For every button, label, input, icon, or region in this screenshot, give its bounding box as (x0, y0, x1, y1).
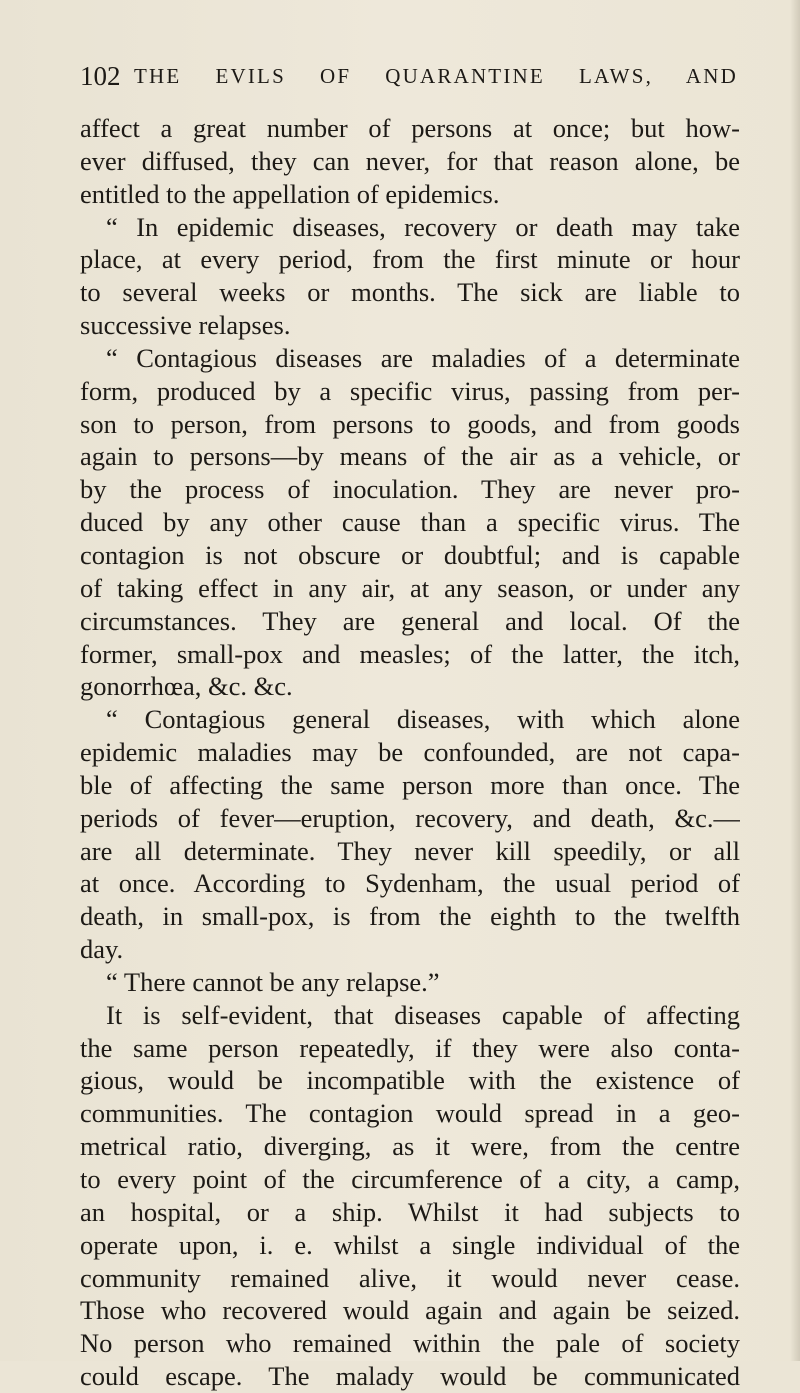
text-line: circumstances. They are general and local. Of the (80, 605, 740, 636)
text-line: entitled to the appellation of epidemics. (80, 178, 500, 209)
text-line: form, produced by a specific virus, passing from per- (80, 375, 740, 406)
text-line: of taking effect in any air, at any season, or under any (80, 572, 740, 603)
text-line: affect a great number of persons at once; but how- (80, 113, 740, 143)
running-title: THE EVILS OF QUARANTINE LAWS, AND (134, 64, 738, 88)
text-line: to every point of the circumference of a city, a camp, (80, 1164, 740, 1194)
text-line: former, small-pox and measles; of the latter, the itch, (80, 638, 740, 669)
text-line: communities. The contagion would spread in a geo- (80, 1098, 740, 1129)
text-line: gious, would be incompatible with the existence of (80, 1065, 740, 1096)
text-line: by the process of inoculation. They are never pro- (80, 474, 740, 505)
text-line: “ There cannot be any relapse.” (106, 966, 440, 997)
text-line: Those who recovered would again and again be seized. (80, 1295, 740, 1326)
text-line: “ Contagious diseases are maladies of a determinate (106, 342, 740, 373)
text-line: epidemic maladies may be confounded, are not capa- (80, 737, 740, 768)
text-line: the same person repeatedly, if they were also conta- (80, 1032, 740, 1063)
text-line: “ In epidemic diseases, recovery or death may take (106, 211, 740, 242)
text-line: gonorrhœa, &c. &c. (80, 671, 293, 702)
text-line: to several weeks or months. The sick are liable to (80, 277, 740, 308)
text-line: son to person, from persons to goods, and from goods (80, 408, 740, 439)
text-line: place, at every period, from the first minute or hour (80, 244, 740, 275)
text-line: operate upon, i. e. whilst a single individual of the (80, 1229, 740, 1260)
text-line: are all determinate. They never kill speedily, or all (80, 835, 740, 866)
text-line: death, in small-pox, is from the eighth to the twelfth (80, 901, 740, 932)
text-line: metrical ratio, diverging, as it were, from the centre (80, 1131, 740, 1162)
text-line: at once. According to Sydenham, the usual period of (80, 868, 740, 899)
text-line: No person who remained within the pale of society (80, 1328, 740, 1359)
text-line: contagion is not obscure or doubtful; and is capable (80, 539, 740, 570)
text-line: It is self-evident, that diseases capable of affecting (106, 999, 740, 1030)
text-line: ble of affecting the same person more than once. The (80, 769, 740, 800)
text-line: ever diffused, they can never, for that reason alone, be (80, 145, 740, 176)
text-line: again to persons—by means of the air as a vehicle, or (80, 441, 740, 472)
text-line: successive relapses. (80, 310, 291, 341)
text-line: “ Contagious general diseases, with which alone (106, 704, 740, 735)
text-line: community remained alive, it would never cease. (80, 1262, 740, 1293)
text-line: duced by any other cause than a specific virus. The (80, 507, 740, 538)
page-edge-shadow (790, 0, 800, 1361)
text-line: an hospital, or a ship. Whilst it had subjects to (80, 1196, 740, 1227)
body-text (80, 112, 740, 1393)
page-header (80, 56, 740, 96)
text-line: periods of fever—eruption, recovery, and death, &c.— (80, 802, 740, 833)
page-number: 102 (80, 61, 121, 91)
text-line: day. (80, 934, 124, 965)
text-line: could escape. The malady would be communicated (80, 1361, 740, 1392)
